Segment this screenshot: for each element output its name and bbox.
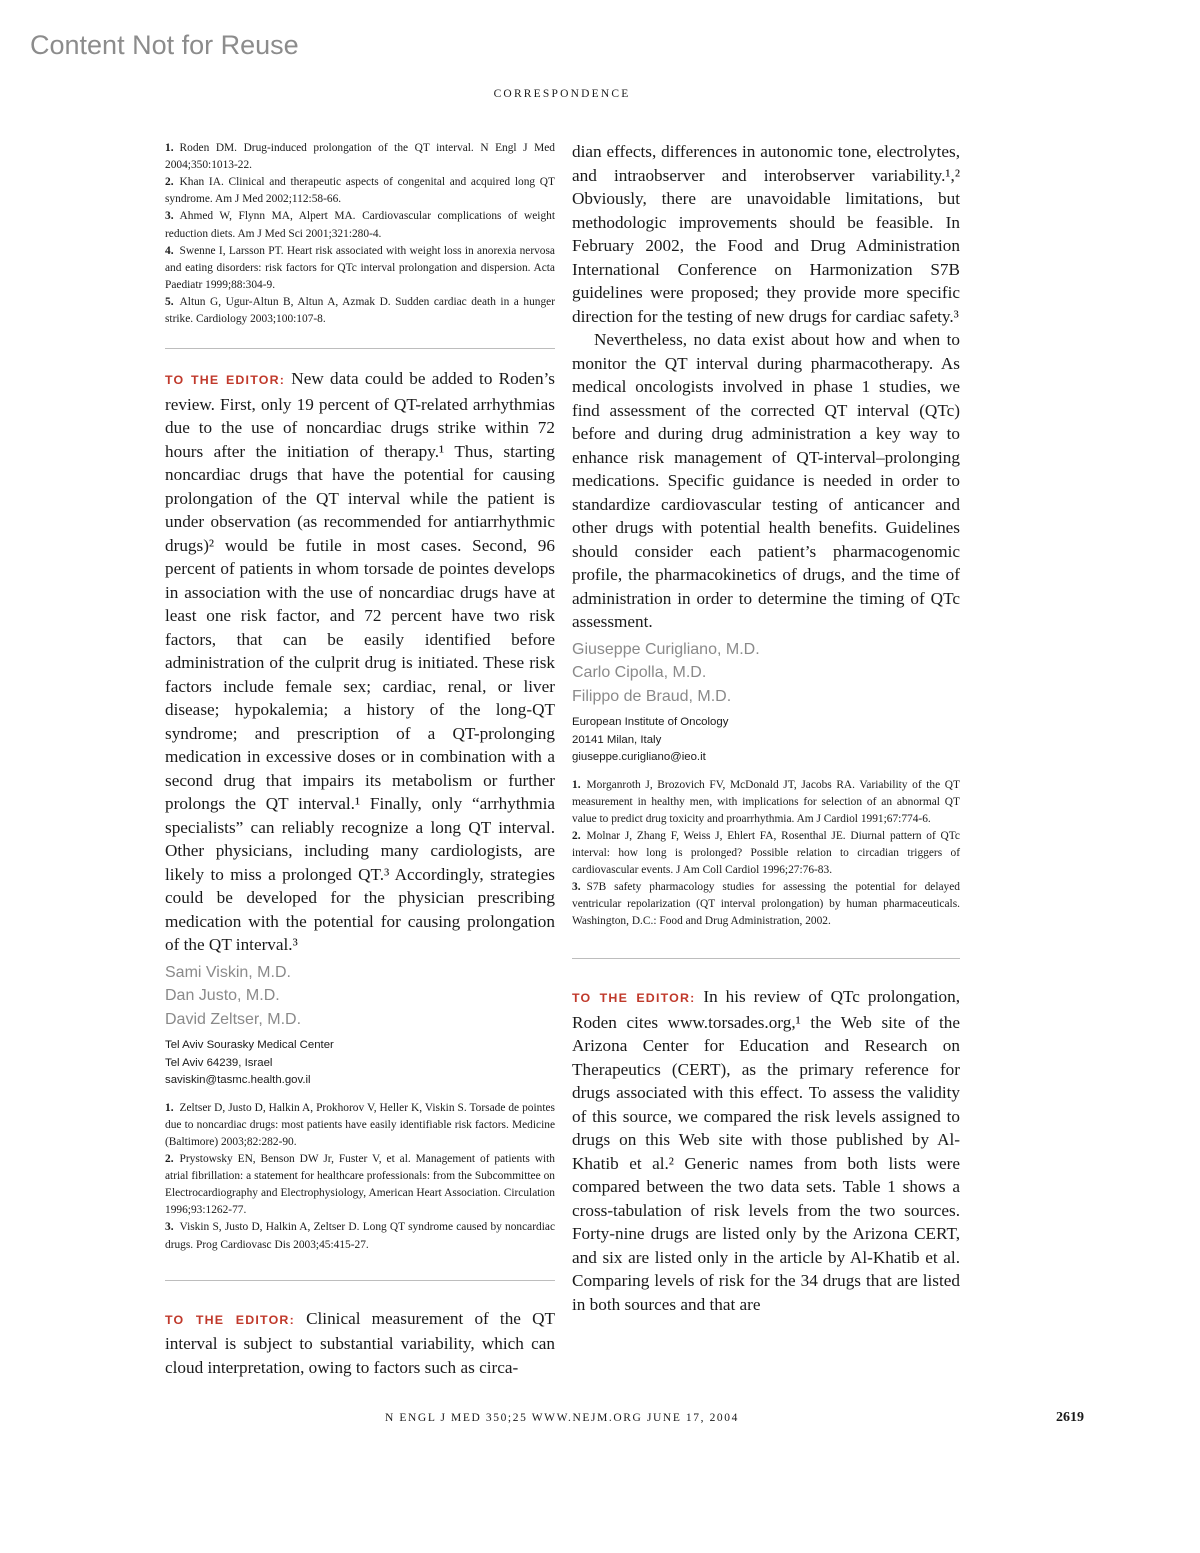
watermark: Content Not for Reuse	[30, 30, 299, 60]
letter-1-affiliation: Tel Aviv Sourasky Medical Center Tel Aviv 64239, Israel saviskin@tasmc.health.gov.il	[165, 1037, 555, 1090]
letter-2-references	[572, 777, 960, 931]
email-link[interactable]: saviskin@tasmc.health.gov.il	[165, 1074, 311, 1087]
letter-1-body: TO THE EDITOR: New data could be added to Roden’s review. First, only 19 percent of QT-related arrhythmias due to the use of noncardiac drugs strike within 72 hours after the initiation of therapy.¹ Thus, starting noncardiac drugs that have the potential for causing prolongation of the QT interval while the patient is under observation (as recommended for antiarrhythmic drugs)² would be futile in most cases. Second, 96 percent of patients in whom torsade de pointes develops in association with the use of noncardiac drugs have at least one risk factor, and 72 percent have two risk factors, that can be easily identified before administration of the culprit drug is initiated. These risk factors include female sex; cardiac, renal, or liver disease; hypokalemia; a history of the long-QT syndrome; and prescription of a QT-prolonging medication in excessive doses or in combination with a second drug that impairs its metabolism or further prolongs the QT interval.¹ Finally, only “arrhythmia specialists” can reliably recognize a long QT interval. Other physicians, including many cardiologists, are likely to miss a prolonged QT.³ Accordingly, strategies could be developed for the physician prescribing medication with the potential for causing prolongation of the QT interval.³	[165, 369, 555, 955]
author-name: Dan Justo, M.D.	[165, 987, 280, 1005]
letter-3-body: TO THE EDITOR: In his review of QTc prolongation, Roden cites www.torsades.org,¹ the Web site of the Arizona Center for Education and Research on Therapeutics (CERT), as the primary reference for drugs associated with this effect. To assess the validity of this source, we compared the risk levels assigned to drugs on this Web site with those published by Al-Khatib et al.² Generic names from both lists were compared between the two data sets. Table 1 shows a cross-tabulation of risk levels from the two sources. Forty-nine drugs are listed only by the Arizona CERT, and six are listed only in the article by Al-Khatib et al. Comparing levels of risk for the 34 drugs that are listed in both sources and that are	[572, 987, 960, 1314]
author-name: Filippo de Braud, M.D.	[572, 687, 732, 705]
letter-1-authors	[165, 961, 555, 1032]
letter-2-affiliation: European Institute of Oncology 20141 Milan, Italy giuseppe.curigliano@ieo.it	[572, 714, 960, 767]
reference-item: 3. S7B safety pharmacology studies for assessing the potential for delayed ventricular repolarization (QT interval prolongation) by human pharmaceuticals. Washington, D.C.: Food and Drug Administration, 2002.	[572, 881, 960, 928]
reference-item: 4. Swenne I, Larsson PT. Heart risk associated with weight loss in anorexia nervosa and eating disorders: risk factors for QTc interval prolongation and dispersion. Acta Paediatr 1999;88:304-9.	[165, 244, 555, 291]
reference-item: 3. Ahmed W, Flynn MA, Alpert MA. Cardiovascular complications of weight reduction diets. Am J Med Sci 2001;321:280-4.	[165, 210, 555, 240]
reference-item: 2. Prystowsky EN, Benson DW Jr, Fuster V, et al. Management of patients with atrial fibrillation: a statement for healthcare professionals: from the Subcommittee on Electrocardiography and Electrophysiology, American Heart Association. Circulation 1996;93:1262-77.	[165, 1153, 555, 1217]
author-name: Carlo Cipolla, M.D.	[572, 664, 707, 681]
reference-item: 2. Khan IA. Clinical and therapeutic aspects of congenital and acquired long QT syndrome. Am J Med 2002;112:58-66.	[165, 176, 555, 206]
footer-citation: N ENGL J MED 350;25 WWW.NEJM.ORG JUNE 17, 2004	[385, 1412, 739, 1424]
left-column	[165, 140, 555, 1379]
reference-item: 2. Molnar J, Zhang F, Weiss J, Ehlert FA, Rosenthal JE. Diurnal pattern of QTc interval: how long is prolonged? Possible relation to circadian triggers of cardiovascular events. J Am Coll Cardiol 1996;27:76-83.	[572, 829, 960, 877]
reference-item: 1. Morganroth J, Brozovich FV, McDonald JT, Jacobs RA. Variability of the QT measurement in healthy men, with implications for selection of an abnormal QT value to predict drug toxicity and proarrhythmia. Am J Cardiol 1991;67:774-6.	[572, 778, 960, 825]
right-column	[572, 140, 960, 1316]
reference-item: 1. Roden DM. Drug-induced prolongation of the QT interval. N Engl J Med 2004;350:1013-22.	[165, 142, 555, 172]
divider	[572, 958, 960, 959]
author-name: Sami Viskin, M.D.	[165, 963, 291, 981]
divider	[165, 348, 555, 349]
section-header: CORRESPONDENCE	[493, 88, 631, 100]
letter-2-body-continued: dian effects, differences in autonomic tone, electrolytes, and intraobserver and interobserver variability.¹,² Obviously, there are unavoidable limitations, but methodologic improvements should be feasible. In February 2002, the Food and Drug Administration International Conference on Harmonization S7B guidelines were proposed; they provide more specific direction for the testing of new drugs for cardiac safety.³ Nevertheless, no data exist about how and when to monitor the QT interval during pharmacotherapy. As medical oncologists involved in phase 1 studies, we find assessment of the corrected QT interval (QTc) before and during drug administration a key way to enhance risk management of QT-interval–prolonging medications. Specific guidance is needed in order to standardize cardiovascular testing of anticancer and other drugs with potential health benefits. Guidelines should consider each patient’s pharmacogenomic profile, the pharmacokinetics of drugs, and the time of administration in order to determine the timing of QTc assessment.	[572, 142, 960, 631]
author-name: Giuseppe Curigliano, M.D.	[572, 640, 760, 658]
letter-2-authors	[572, 638, 960, 709]
letter-2-body-start: TO THE EDITOR: Clinical measurement of the QT interval is subject to substantial variability, which can cloud interpretation, owing to factors such as circa-	[165, 1308, 555, 1377]
author-name: David Zeltser, M.D.	[165, 1010, 302, 1028]
reference-item: 3. Viskin S, Justo D, Halkin A, Zeltser D. Long QT syndrome caused by noncardiac drugs. Prog Cardiovasc Dis 2003;45:415-27.	[165, 1221, 555, 1251]
reference-item: 1. Zeltser D, Justo D, Halkin A, Prokhorov V, Heller K, Viskin S. Torsade de pointes due to noncardiac drugs: most patients have easily identifiable risk factors. Medicine (Baltimore) 2003;82:282-90.	[165, 1101, 555, 1148]
email-link[interactable]: giuseppe.curigliano@ieo.it	[572, 751, 706, 763]
editor-tag: TO THE EDITOR:	[165, 373, 286, 388]
reference-list-top	[165, 140, 555, 328]
editor-tag: TO THE EDITOR:	[572, 991, 696, 1006]
reference-item: 5. Altun G, Ugur-Altun B, Altun A, Azmak D. Sudden cardiac death in a hunger strike. Cardiology 2003;100:107-8.	[165, 295, 555, 326]
editor-tag: TO THE EDITOR:	[165, 1312, 295, 1327]
page-number: 2619	[1056, 1410, 1084, 1425]
divider	[165, 1280, 555, 1281]
letter-1-references	[165, 1100, 555, 1254]
